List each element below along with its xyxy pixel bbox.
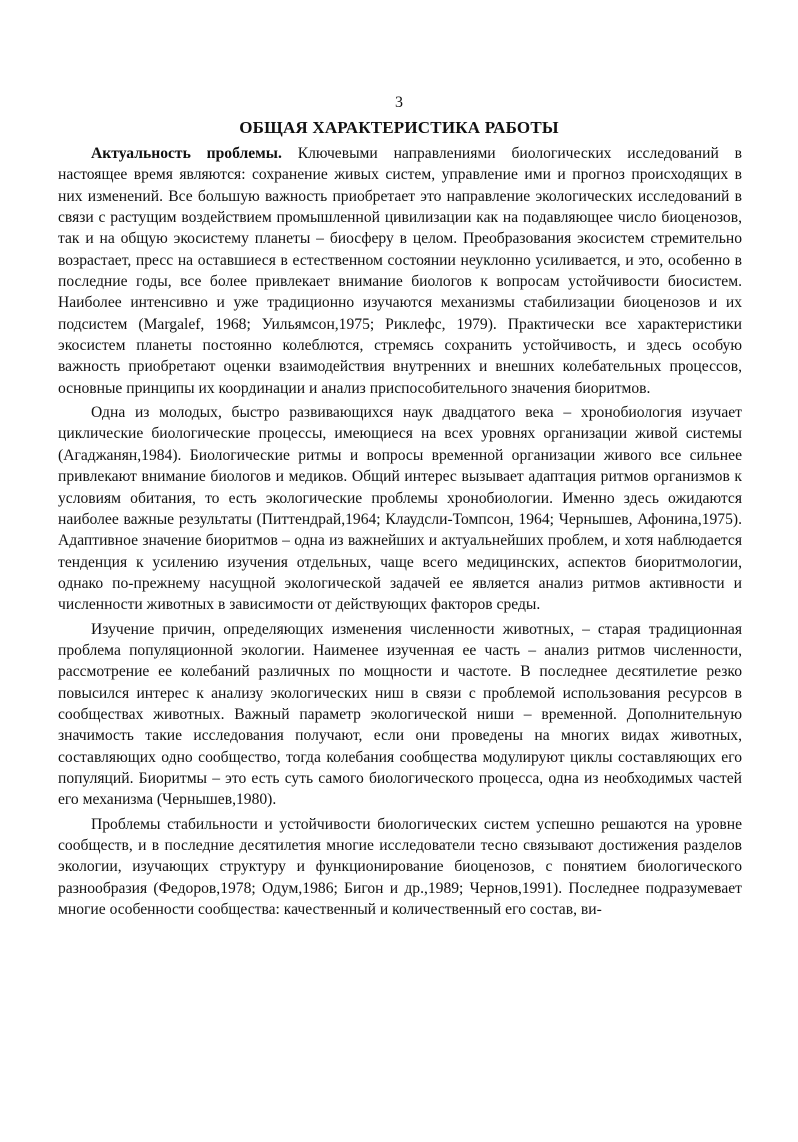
- page-title: ОБЩАЯ ХАРАКТЕРИСТИКА РАБОТЫ: [239, 118, 559, 137]
- paragraph-population-dynamics: Изучение причин, определяющих изменения численности животных, – старая традиционная проблема популяционной экологии. Наименее изученная ее часть – анализ ритмов численности, рассмотрение ее колебаний различных по мощности и частоте. В последнее десятилетие резко повысился интерес к анализу экологических ниш в связи с проблемой использования ресурсов в сообществах животных. Важный параметр экологической ниши – временной. Дополнительную значимость такие исследования получают, если они проведены на многих видах животных, составляющих одно сообщество, тогда колебания сообщества модулируют циклы составляющих его популяций. Биоритмы – это есть суть самого биологического процесса, одна из необходимых частей его механизма (Чернышев,1980).: [58, 620, 742, 809]
- paragraph-stability: Проблемы стабильности и устойчивости биологических систем успешно решаются на уровне сообществ, и в последние десятилетия многие исследователи тесно связывают достижения разделов экологии, изучающих структуру и функционирование биоценозов, с понятием биологического разнообразия (Федоров,1978; Одум,1986; Бигон и др.,1989; Чернов,1991). Последнее подразумевает многие особенности сообщества: качественный и количественный его состав, ви-: [58, 815, 742, 919]
- paragraph-relevance: [58, 143, 742, 399]
- paragraph-text: Ключевыми направлениями биологических исследований в настоящее время являются: сохранение живых систем, управление ими и прогноз происходящих в них изменений. Все большую важность приобретает это направление экологических исследований в связи с растущим воздействием промышленной цивилизации как на подавляющее число биоценозов, так и на общую экосистему планеты – биосферу в целом. Преобразования экосистем стремительно возрастает, пресс на оставшиеся в естественном состоянии неуклонно усиливается, и это, особенно в последние годы, все более привлекает внимание биологов к вопросам устойчивости биосистем. Наиболее интенсивно и уже традиционно изучаются механизмы стабилизации биоценозов и их подсистем (Margalef, 1968; Уильямсон,1975; Риклефс, 1979). Практически все характеристики экосистем планеты постоянно колеблются, стремясь сохранить устойчивость, и здесь особую важность приобретают оценки взаимодействия внутренних и внешних колебательных процессов, основные принципы их координации и анализ приспособительного значения биоритмов.: [58, 145, 742, 397]
- paragraph-lead: Актуальность проблемы.: [91, 145, 282, 162]
- page-number: 3: [395, 94, 403, 111]
- paragraph-chronobiology: Одна из молодых, быстро развивающихся наук двадцатого века – хронобиология изучает циклические биологические процессы, имеющиеся на всех уровнях организации живой системы (Агаджанян,1984). Биологические ритмы и вопросы временной организации живого все сильнее привлекают внимание биологов и медиков. Общий интерес вызывает адаптация ритмов организмов к условиям обитания, то есть экологические проблемы хронобиологии. Именно здесь ожидаются наиболее важные результаты (Питтендрай,1964; Клаудсли-Томпсон, 1964; Чернышев, Афонина,1975). Адаптивное значение биоритмов – одна из важнейших и актуальнейших проблем, и хотя наблюдается тенденция к усилению изучения отдельных, чаще всего медицинских, аспектов биоритмологии, однако по-прежнему насущной экологической задачей ее является анализ ритмов активности и численности животных в зависимости от действующих факторов среды.: [58, 404, 742, 614]
- body-text: [58, 143, 742, 920]
